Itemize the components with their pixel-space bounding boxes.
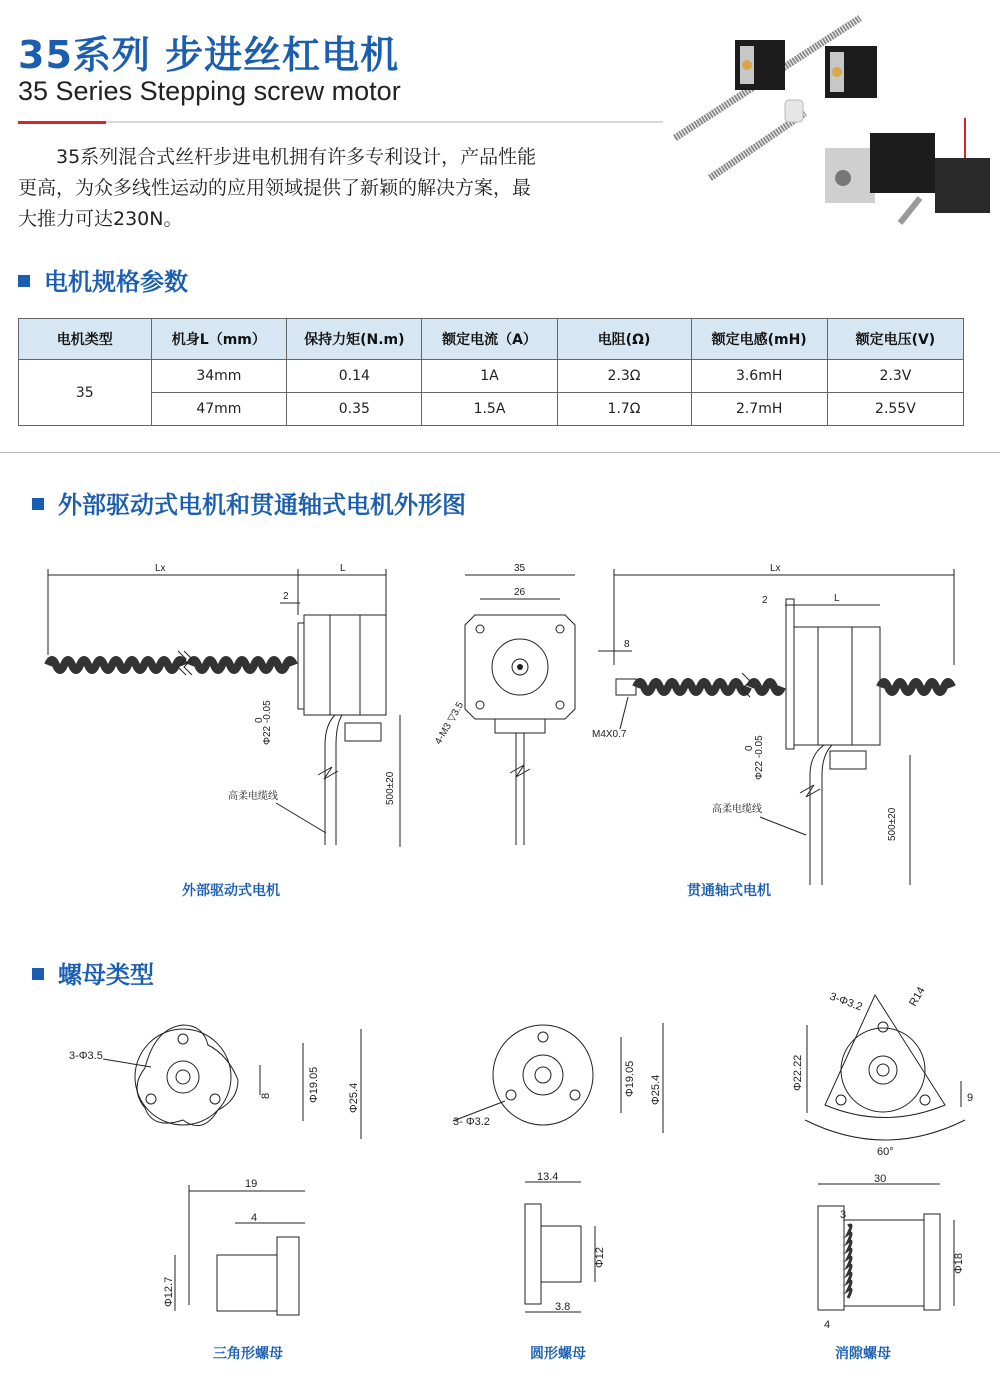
title-divider — [18, 121, 663, 123]
table-cell: 1.7Ω — [557, 393, 691, 426]
caption-antibacklash-nut: 消隙螺母 — [835, 1346, 891, 1362]
dim-cable-len: 500±20 — [887, 807, 898, 841]
triangle-flange: 4 — [251, 1212, 258, 1224]
dim-2: 2 — [283, 591, 289, 602]
triangle-holes: 3-Φ3.5 — [69, 1050, 103, 1062]
triangle-dia: Φ12.7 — [163, 1276, 175, 1307]
ab-angle: 60° — [877, 1146, 894, 1158]
ab-holes: 3-Φ3.2 — [827, 990, 864, 1014]
cable-label: 高柔电缆线 — [712, 804, 762, 815]
table-cell: 47mm — [151, 393, 287, 426]
table-cell: 1A — [422, 360, 557, 393]
square-bullet-icon — [32, 968, 44, 980]
table-header: 额定电压(V) — [827, 319, 963, 360]
triangle-d2: Φ25.4 — [348, 1082, 360, 1113]
round-nut-front-drawing — [445, 1015, 675, 1145]
section-title-nut: 螺母类型 — [32, 955, 154, 990]
triangle-nut-side-drawing — [155, 1175, 325, 1320]
triangle-nut-front-drawing — [55, 1015, 375, 1155]
dim-shaft: Φ22 -0.05 — [754, 735, 765, 780]
table-cell: 0.35 — [287, 393, 422, 426]
table-header: 保持力矩(N.m) — [287, 319, 422, 360]
ab-len: 30 — [874, 1173, 887, 1185]
table-header: 额定电感(mH) — [691, 319, 827, 360]
table-cell: 1.5A — [422, 393, 557, 426]
antibacklash-nut-front-drawing — [785, 985, 985, 1160]
thread-label: M4X0.7 — [592, 729, 627, 740]
triangle-d1: Φ19.05 — [308, 1066, 320, 1103]
ab-dim3: 3 — [840, 1209, 847, 1221]
caption-through-shaft: 贯通轴式电机 — [687, 883, 771, 899]
motor-front-view-drawing — [433, 555, 600, 855]
ab-d1: Φ22.22 — [792, 1054, 804, 1091]
dim-35: 35 — [514, 563, 526, 574]
ab-r: R14 — [907, 985, 928, 1009]
table-header: 机身L（mm） — [151, 319, 287, 360]
round-nut-side-drawing — [505, 1170, 625, 1320]
ab-dim4: 4 — [824, 1319, 831, 1331]
table-cell: 34mm — [151, 360, 287, 393]
ab-dia: Φ18 — [953, 1252, 965, 1274]
table-cell-motor-type: 35 — [19, 360, 152, 426]
square-bullet-icon — [18, 275, 30, 287]
antibacklash-nut-side-drawing — [800, 1170, 980, 1340]
table-cell: 2.3Ω — [557, 360, 691, 393]
table-header: 电机类型 — [19, 319, 152, 360]
caption-external-drive: 外部驱动式电机 — [182, 883, 280, 899]
table-cell: 2.3V — [827, 360, 963, 393]
dim-8: 8 — [624, 639, 630, 650]
round-flange: 3.8 — [555, 1301, 571, 1313]
triangle-d3: 8 — [260, 1092, 272, 1099]
title-accent-bar — [18, 121, 106, 124]
dim-lx: Lx — [155, 563, 166, 574]
section-title-outline: 外部驱动式电机和贯通轴式电机外形图 — [32, 485, 466, 520]
dim-shaft-tol: 0 — [254, 717, 265, 723]
dim-shaft-tol: 0 — [744, 745, 755, 751]
table-cell: 2.55V — [827, 393, 963, 426]
round-len: 13.4 — [537, 1171, 559, 1183]
table-header-row — [19, 319, 964, 360]
dim-2: 2 — [762, 595, 768, 606]
ab-d2: 9 — [967, 1092, 974, 1104]
page-subtitle: 35 Series Stepping screw motor — [18, 76, 401, 106]
round-dia: Φ12 — [594, 1246, 606, 1268]
table-cell: 0.14 — [287, 360, 422, 393]
table-row — [19, 393, 964, 426]
dim-l: L — [834, 593, 840, 604]
cable-label: 高柔电缆线 — [228, 791, 278, 802]
dim-lx: Lx — [770, 563, 781, 574]
table-cell: 2.7mH — [691, 393, 827, 426]
motor-product-photo — [665, 8, 995, 238]
external-drive-motor-drawing — [40, 555, 420, 855]
round-d1: Φ19.05 — [624, 1060, 636, 1097]
through-shaft-motor-drawing — [590, 555, 970, 885]
caption-round-nut: 圆形螺母 — [530, 1346, 586, 1362]
dim-26: 26 — [514, 587, 526, 598]
dim-l: L — [340, 563, 346, 574]
round-holes: 3- Φ3.2 — [453, 1116, 490, 1128]
table-header: 额定电流（A） — [422, 319, 557, 360]
page-title: 35系列 步进丝杠电机 — [18, 33, 400, 77]
table-header: 电阻(Ω) — [557, 319, 691, 360]
round-d2: Φ25.4 — [650, 1074, 662, 1105]
section-divider — [0, 452, 1000, 453]
dim-shaft: Φ22 -0.05 — [262, 700, 273, 745]
intro-paragraph: 35系列混合式丝杆步进电机拥有许多专利设计，产品性能更高，为众多线性运动的应用领域提供了新颖的解决方案，最大推力可达230N。 — [18, 146, 537, 230]
table-row — [19, 360, 964, 393]
table-cell: 3.6mH — [691, 360, 827, 393]
section-title-spec: 电机规格参数 — [18, 262, 188, 297]
dim-holes: 4-M3 ▽3.5 — [433, 700, 467, 747]
triangle-len: 19 — [245, 1178, 258, 1190]
spec-table — [18, 318, 964, 426]
caption-triangle-nut: 三角形螺母 — [213, 1346, 283, 1362]
square-bullet-icon — [32, 498, 44, 510]
dim-cable-len: 500±20 — [385, 771, 396, 805]
